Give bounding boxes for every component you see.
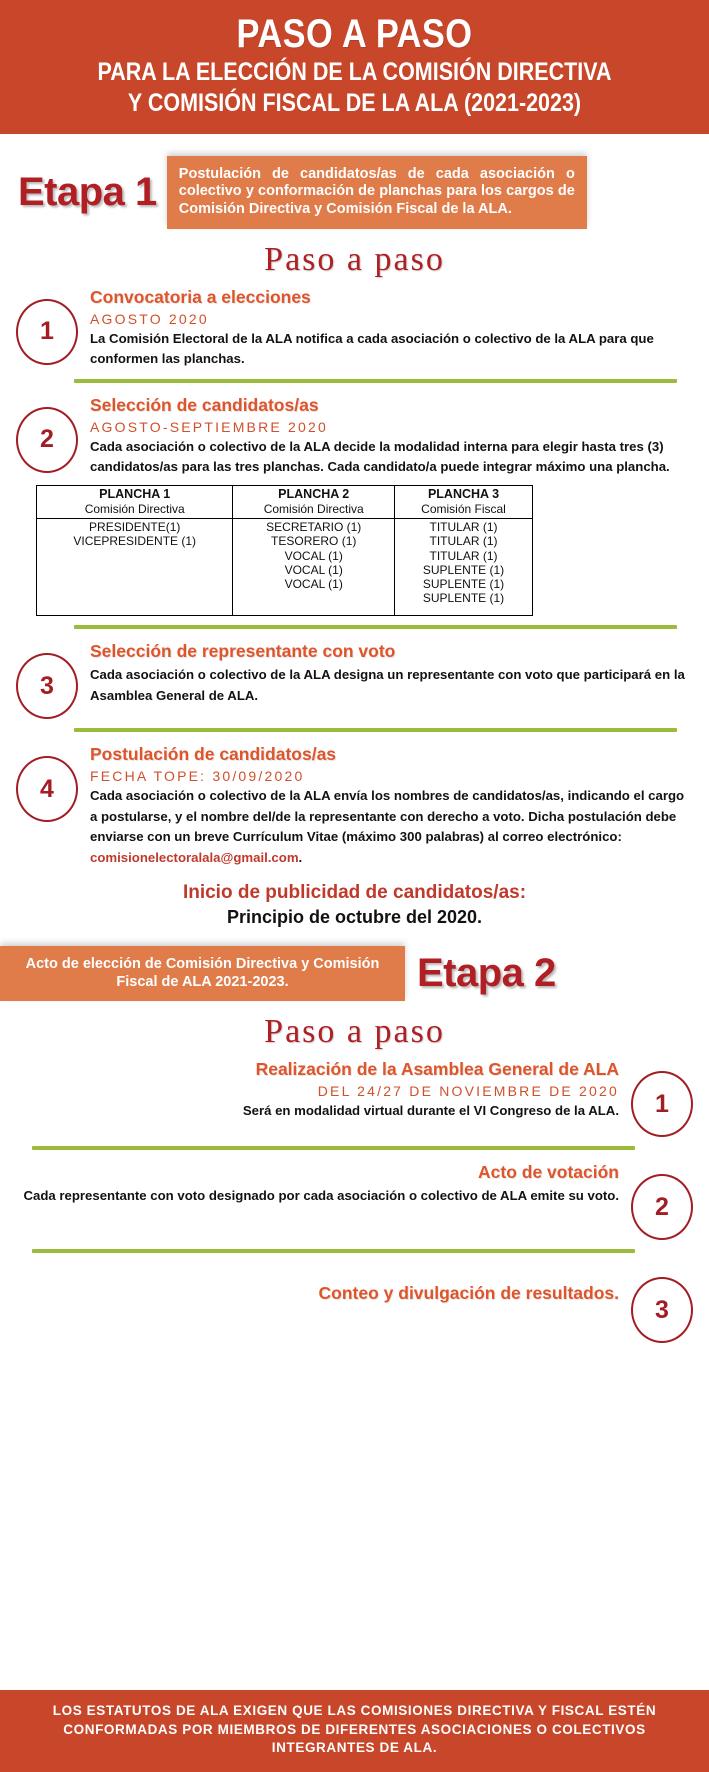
section-divider [32, 1249, 635, 1253]
step-item [16, 1154, 693, 1240]
step-title: Selección de representante con voto [90, 641, 396, 662]
step-text: Cada asociación o colectivo de la ALA decide la modalidad interna para elegir hasta tres (3) candidatos/as para las tres planchas. Cada candidato/a puede integrar máximo una plancha. [90, 438, 670, 474]
plancha-item: SUPLENTE (1) [422, 562, 505, 577]
page-subtitle-line1: PARA LA ELECCIÓN DE LA COMISIÓN DIRECTIVA [97, 57, 612, 86]
step-item [16, 1257, 693, 1343]
etapa-1-description: Postulación de candidatos/as de cada asociación o colectivo y conformación de planchas para los cargos de Comisión Directiva y Comisión Fiscal de la ALA. [167, 156, 587, 229]
section-divider [74, 625, 677, 629]
step-number-badge: 1 [631, 1071, 693, 1137]
step-text: La Comisión Electoral de la ALA notifica a cada asociación o colectivo de la ALA para que conformen las planchas. [90, 330, 654, 367]
plancha-item: TITULAR (1) [429, 520, 498, 535]
step-title: Acto de votación [478, 1162, 619, 1183]
section-divider [74, 728, 677, 732]
step-text: Cada representante con voto designado por cada asociación o colectivo de ALA emite su voto. [23, 1188, 619, 1204]
planchas-table [36, 485, 533, 616]
plancha-item: VOCAL (1) [284, 548, 343, 563]
contact-email-link[interactable]: comisionelectoralala@gmail.com [90, 849, 299, 865]
step-date: DEL 24/27 DE NOVIEMBRE DE 2020 [317, 1083, 619, 1100]
plancha-2-cell [233, 519, 395, 616]
table-row [37, 519, 533, 616]
table-header-row [37, 486, 533, 519]
step-title: Selección de candidatos/as [90, 394, 319, 415]
step-item [16, 1051, 693, 1137]
section-divider [74, 379, 677, 383]
plancha-item: TESORERO (1) [271, 534, 357, 549]
plancha-item: SUPLENTE (1) [422, 576, 505, 591]
page-title: PASO A PASO [236, 12, 473, 56]
header-banner [0, 0, 709, 134]
plancha-item: VOCAL (1) [284, 576, 343, 591]
etapa-2-banner [0, 946, 709, 1001]
step-number-badge: 2 [16, 407, 78, 473]
plancha-item: VOCAL (1) [284, 562, 343, 577]
step-text-after-email: . [298, 849, 303, 865]
publicidad-block [0, 882, 709, 928]
publicidad-date: Principio de octubre del 2020. [226, 907, 483, 928]
step-title: Convocatoria a elecciones [90, 286, 311, 307]
etapa-2-steps [0, 1051, 709, 1343]
step-title: Realización de la Asamblea General de ALA [255, 1059, 619, 1080]
table-header-cell [395, 486, 533, 519]
step-number-badge: 4 [16, 756, 78, 822]
etapa-2-paso-a-paso-heading: Paso a paso [264, 1013, 445, 1051]
plancha-item: VICEPRESIDENTE (1) [73, 534, 197, 549]
plancha-subtitle: Comisión Directiva [84, 502, 185, 517]
step-title: Conteo y divulgación de resultados. [318, 1283, 619, 1304]
page-subtitle-line2: Y COMISIÓN FISCAL DE LA ALA (2021-2023) [127, 89, 582, 118]
step-number-badge: 1 [16, 299, 78, 365]
plancha-subtitle: Comisión Directiva [263, 502, 364, 517]
etapa-1-paso-a-paso-heading: Paso a paso [264, 240, 445, 278]
plancha-title: PLANCHA 3 [427, 487, 500, 502]
table-header-cell [233, 486, 395, 519]
step-title: Postulación de candidatos/as [90, 744, 337, 765]
step-date: FECHA TOPE: 30/09/2020 [90, 768, 305, 785]
section-divider [32, 1146, 635, 1150]
plancha-title: PLANCHA 2 [278, 487, 350, 502]
etapa-1-label: Etapa 1 [18, 169, 157, 214]
step-text: Será en modalidad virtual durante el VI Congreso de la ALA. [242, 1103, 619, 1119]
plancha-item: SECRETARIO (1) [266, 520, 362, 535]
table-header-cell [37, 486, 233, 519]
plancha-3-cell [395, 519, 533, 616]
step-text [90, 786, 693, 868]
plancha-item: PRESIDENTE(1) [89, 520, 181, 535]
etapa-1-steps [0, 279, 709, 868]
step-text-before-email: Cada asociación o colectivo de la ALA envía los nombres de candidatos/as, indicando el cargo a postularse, y el nombre del/de la representante con derecho a voto. Dicha postulación debe enviarse con un breve Currículum Vitae (máximo 300 palabras) al correo electrónico: [90, 788, 685, 845]
step-number-badge: 3 [631, 1277, 693, 1343]
etapa-1-banner [0, 156, 709, 229]
step-item [16, 279, 693, 370]
step-date: AGOSTO 2020 [90, 310, 209, 327]
step-item [16, 633, 693, 719]
publicidad-heading: Inicio de publicidad de candidatos/as: [182, 882, 527, 904]
plancha-item: TITULAR (1) [429, 548, 498, 563]
step-item [16, 736, 693, 868]
step-item [16, 387, 693, 478]
plancha-subtitle: Comisión Fiscal [421, 502, 506, 517]
step-text: Cada asociación o colectivo de la ALA designa un representante con voto que participará en la Asamblea General de ALA. [90, 667, 685, 703]
step-number-badge: 3 [16, 653, 78, 719]
step-date: AGOSTO-SEPTIEMBRE 2020 [90, 418, 328, 435]
plancha-item: TITULAR (1) [429, 534, 498, 549]
plancha-item: SUPLENTE (1) [422, 591, 505, 606]
plancha-title: PLANCHA 1 [99, 487, 171, 502]
etapa-2-description: Acto de elección de Comisión Directiva y Comisión Fiscal de ALA 2021-2023. [0, 946, 405, 1001]
footer-text: LOS ESTATUTOS DE ALA EXIGEN QUE LAS COMISIONES DIRECTIVA Y FISCAL ESTÉN CONFORMADAS POR MIEMBROS DE DIFERENTES ASOCIACIONES O COLECTIVOS INTEGRANTES DE ALA. [52, 1703, 657, 1756]
plancha-1-cell [37, 519, 233, 616]
step-number-badge: 2 [631, 1174, 693, 1240]
etapa-2-label: Etapa 2 [417, 951, 556, 996]
footer-banner [0, 1690, 709, 1772]
